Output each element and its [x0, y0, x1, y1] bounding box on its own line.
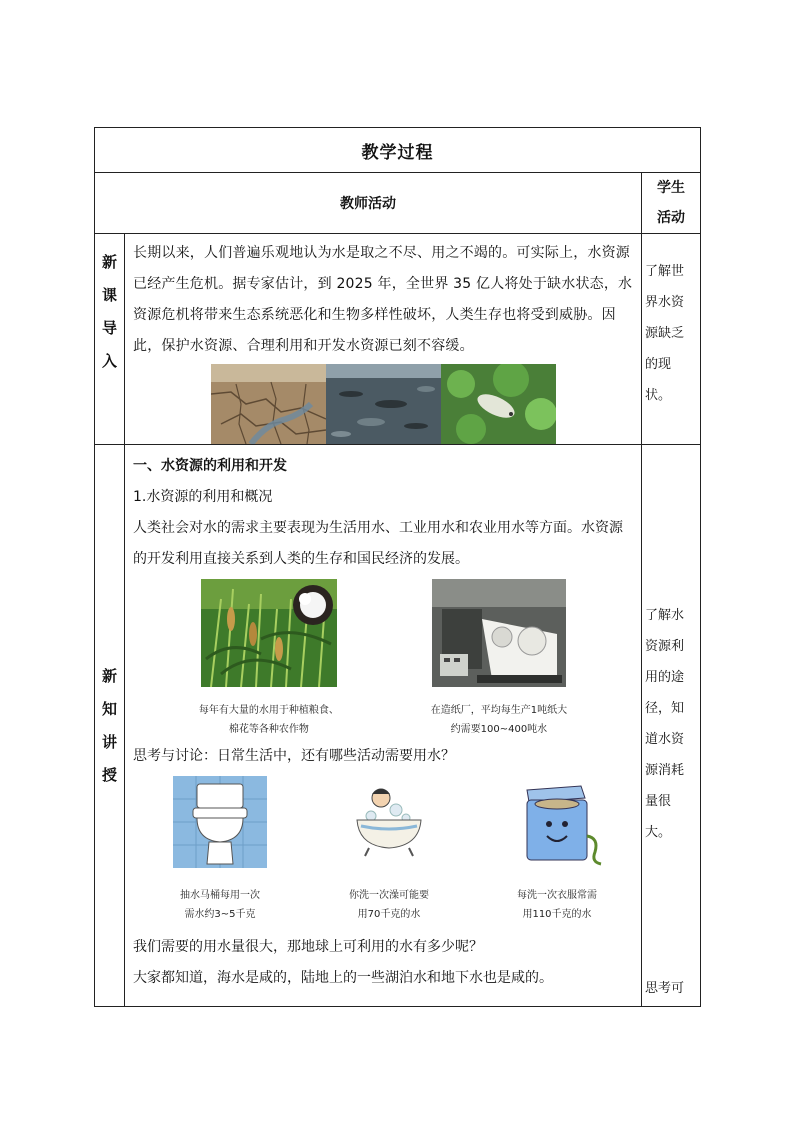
washer-figure [511, 776, 603, 924]
student-header-line1: 学生 [657, 180, 685, 196]
lecture-student-line: 径，知 [645, 701, 685, 716]
salty-water-statement: 大家都知道，海水是咸的，陆地上的一些湖泊水和地下水也是咸的。 [133, 970, 553, 986]
intro-student-activity [642, 234, 701, 445]
washer-caption-line: 每洗一次衣服常需 [517, 890, 597, 901]
student-activity-header [642, 173, 701, 234]
lecture-student-line: 用的途 [645, 670, 685, 685]
available-water-question: 我们需要的用水量很大，那地球上可利用的水有多少呢？ [133, 939, 483, 955]
paper-mill-image [432, 579, 566, 687]
lecture-label-char: 讲 [101, 732, 117, 751]
toilet-image [173, 776, 267, 868]
intro-photo-strip [133, 364, 633, 444]
lecture-label-char: 授 [101, 765, 117, 784]
water-crisis-photos [211, 364, 556, 444]
lecture-student-line: 资源利 [645, 639, 685, 654]
intro-label-char: 导 [101, 319, 117, 337]
crops-figure [199, 579, 339, 739]
crops-caption-line: 每年有大量的水用于种植粮食、 [198, 705, 339, 716]
lecture-student-line: 源消耗 [645, 763, 685, 778]
table-title: 教学过程 [95, 128, 701, 173]
daily-use-figures [133, 772, 633, 924]
student-header-line2: 活动 [657, 210, 685, 226]
drought-ground-photo [211, 364, 326, 444]
lecture-student-line: 量很 [645, 794, 672, 809]
teaching-process-table [94, 127, 701, 1007]
intro-student-line: 源缺乏 [645, 326, 685, 341]
toilet-caption-line: 需水约3~5千克 [184, 909, 256, 920]
discussion-prompt: 思考与讨论：日常生活中，还有哪些活动需要用水？ [133, 748, 455, 764]
paper-caption-line: 约需要100~400吨水 [450, 724, 548, 735]
intro-student-line: 了解世 [645, 264, 685, 279]
washer-caption-line: 用110千克的水 [522, 909, 592, 920]
washing-machine-image [511, 776, 603, 868]
intro-label-char: 新 [101, 253, 117, 271]
toilet-figure [173, 776, 267, 924]
crops-cotton-image [201, 579, 337, 687]
lecture-student-line: 道水资 [645, 732, 685, 747]
lecture-student-line: 大。 [645, 825, 672, 840]
lecture-student-tail: 思考可 [645, 981, 685, 996]
intro-content [125, 234, 642, 445]
lecture-student-activity [642, 445, 701, 1007]
lecture-content [125, 445, 642, 1007]
teacher-activity-header: 教师活动 [95, 173, 642, 234]
crops-caption-line: 棉花等各种农作物 [228, 724, 309, 735]
toilet-caption-line: 抽水马桶每用一次 [180, 890, 260, 901]
subsection-heading: 1.水资源的利用和概况 [133, 489, 273, 505]
lecture-label [95, 445, 125, 1007]
lecture-student-line: 了解水 [645, 608, 685, 623]
intro-paragraph: 长期以来，人们普遍乐观地认为水是取之不尽、用之不竭的。可实际上，水资源已经产生危机。据专家估计，到 2025 年，全世界 35 亿人将处于缺水状态，水资源危机将带来生态系统恶化和生物多样性破坏，人类生存也将受到威胁。因此，保护水资源、合理利用和开发水资源已刻不容缓。 [133, 245, 633, 354]
paper-mill-figure [431, 579, 567, 739]
bath-caption-line: 用70千克的水 [357, 909, 421, 920]
paper-caption-line: 在造纸厂，平均每生产1吨纸大 [430, 705, 568, 716]
section-heading: 一、水资源的利用和开发 [133, 458, 287, 474]
intro-label [95, 234, 125, 445]
lecture-label-char: 新 [101, 666, 117, 685]
lecture-label-char: 知 [101, 699, 117, 718]
intro-student-line: 状。 [645, 388, 672, 403]
intro-student-line: 的现 [645, 357, 672, 372]
usage-paragraph: 人类社会对水的需求主要表现为生活用水、工业用水和农业用水等方面。水资源的开发利用直接关系到人类的生存和国民经济的发展。 [133, 520, 623, 567]
bath-figure [349, 776, 429, 924]
industry-figures [133, 575, 633, 739]
polluted-water-photo [326, 364, 441, 444]
bathtub-image [351, 776, 427, 868]
intro-label-char: 课 [101, 286, 117, 304]
algae-bloom-photo [441, 364, 556, 444]
intro-student-line: 界水资 [645, 295, 685, 310]
bath-caption-line: 你洗一次澡可能要 [349, 890, 429, 901]
lesson-plan-sheet [94, 127, 700, 1007]
intro-label-char: 入 [101, 352, 117, 370]
